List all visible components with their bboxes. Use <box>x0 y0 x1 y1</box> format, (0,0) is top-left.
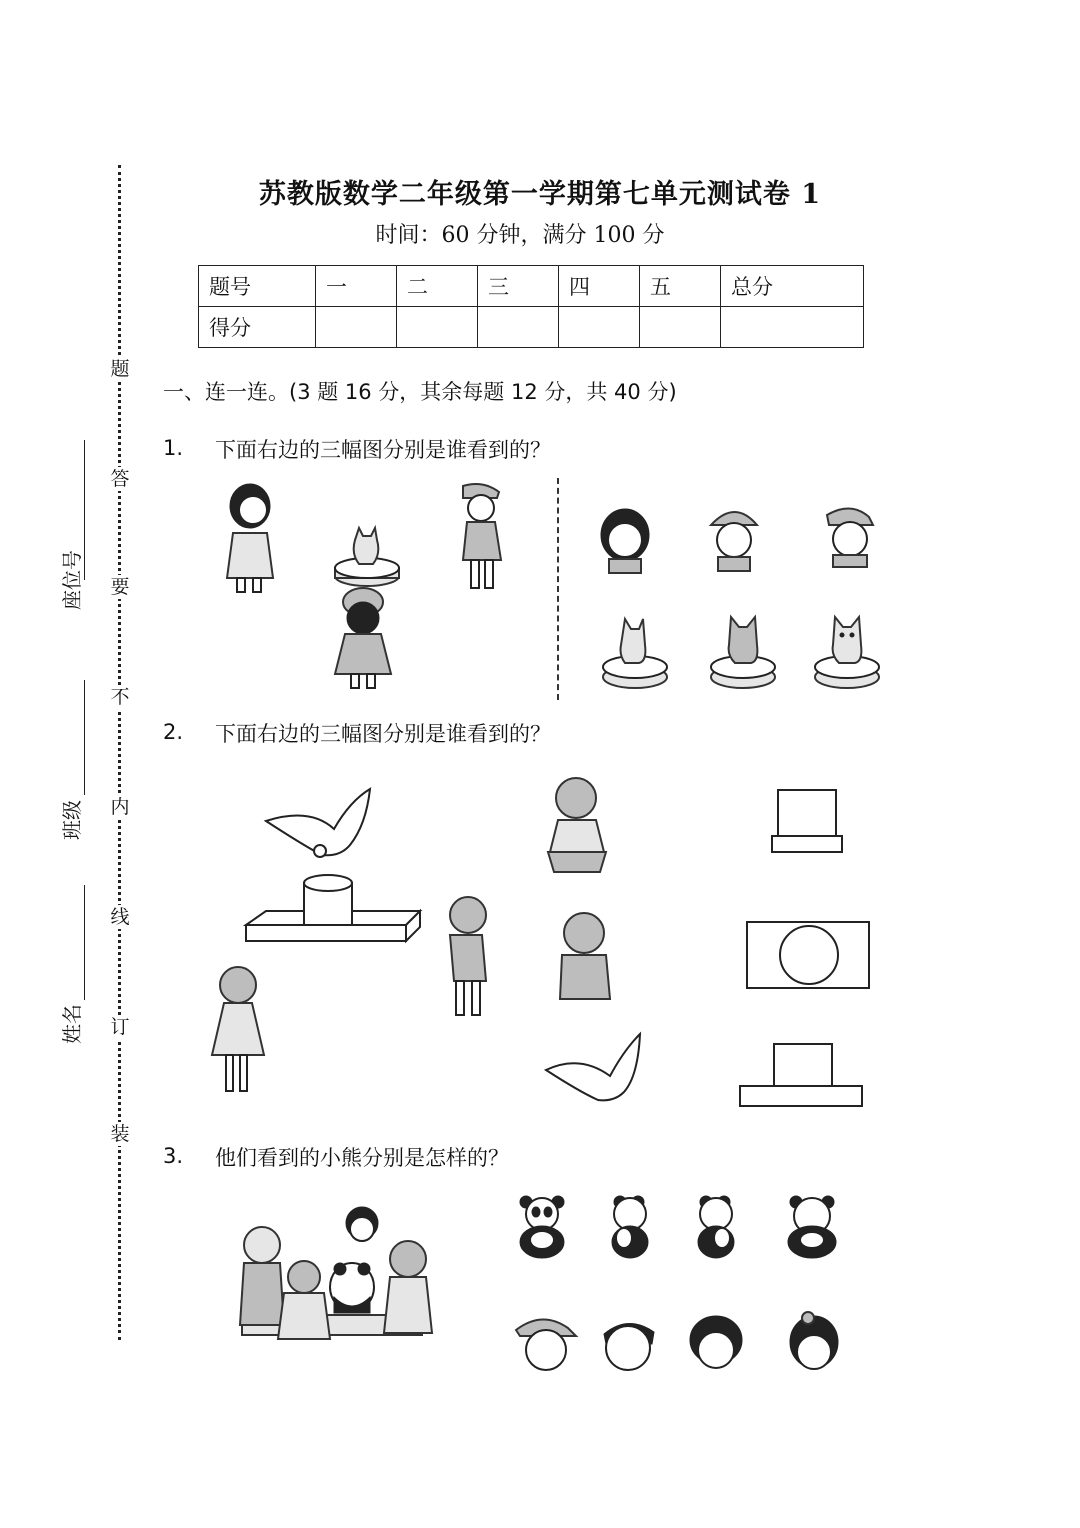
question-number: 3. <box>163 1144 184 1168</box>
score-cell: 题号 <box>199 266 316 307</box>
score-cell: 三 <box>478 266 559 307</box>
q3-bear-front <box>520 1196 564 1258</box>
question-text: 下面右边的三幅图分别是谁看到的？ <box>215 438 551 462</box>
question-text: 他们看到的小熊分别是怎样的？ <box>215 1146 509 1170</box>
q1-cat-front <box>815 617 879 688</box>
q2-girl-back-image <box>540 768 640 883</box>
q1-head-capgirl <box>711 512 757 571</box>
margin-char: 答 <box>110 468 130 490</box>
score-input-cell[interactable] <box>559 307 640 348</box>
margin-char: 内 <box>110 796 130 818</box>
q3-bear-back <box>788 1196 836 1258</box>
margin-char: 要 <box>110 576 130 598</box>
q3-head-boy <box>604 1323 654 1370</box>
class-label: 班级 <box>60 800 84 840</box>
page-subtitle: 时间：60 分钟，满分 100 分 <box>375 223 665 248</box>
q1-scene-illustration <box>205 478 535 698</box>
q3-bear-side1 <box>612 1196 648 1258</box>
score-cell: 一 <box>316 266 397 307</box>
score-table <box>198 265 864 348</box>
score-cell: 五 <box>640 266 721 307</box>
q3-children-with-bear <box>222 1205 442 1343</box>
q1-head-boy <box>827 508 873 567</box>
question-number: 1. <box>163 436 184 460</box>
margin-char: 订 <box>110 1016 130 1038</box>
score-table-header-row <box>199 266 864 307</box>
q1-head-girl <box>601 509 649 573</box>
q1-cat-side <box>603 619 667 688</box>
q3-head-girl-bob <box>690 1316 742 1368</box>
name-label: 姓名 <box>60 1004 84 1044</box>
q2-eagle-image <box>540 1030 670 1120</box>
q3-children-heads <box>512 1310 852 1380</box>
page-title: 苏教版数学二年级第一学期第七单元测试卷 1 <box>258 179 822 210</box>
class-line[interactable] <box>84 680 85 795</box>
margin-char: 线 <box>110 906 130 928</box>
q3-bear-side2 <box>698 1196 734 1258</box>
question-number: 2. <box>163 720 184 744</box>
score-input-cell[interactable] <box>721 307 864 348</box>
score-input-cell[interactable] <box>640 307 721 348</box>
score-table-score-row <box>199 307 864 348</box>
binding-dotted-line <box>118 165 121 1340</box>
seat-number-label: 座位号 <box>60 550 84 610</box>
score-cell: 总分 <box>721 266 864 307</box>
q1-divider <box>557 478 559 700</box>
score-cell: 二 <box>397 266 478 307</box>
q2-scene-illustration <box>210 785 495 1107</box>
section-heading: 一、连一连。(3 题 16 分，其余每题 12 分，共 40 分) <box>163 380 677 404</box>
q2-view-front-block <box>770 788 845 854</box>
q1-view-options <box>595 495 885 695</box>
score-input-cell[interactable] <box>397 307 478 348</box>
q2-boy-back-image <box>540 905 640 1015</box>
q1-cat-back <box>711 617 775 688</box>
q2-view-side-cylinder <box>738 1040 866 1110</box>
name-line[interactable] <box>84 885 85 1000</box>
margin-char: 装 <box>110 1123 130 1145</box>
margin-char: 不 <box>110 686 130 708</box>
question-text: 下面右边的三幅图分别是谁看到的？ <box>215 722 551 746</box>
score-input-cell[interactable] <box>478 307 559 348</box>
margin-char: 题 <box>110 358 130 380</box>
q3-bear-views <box>512 1192 852 1262</box>
q3-head-cap-boy <box>516 1319 576 1370</box>
score-cell: 四 <box>559 266 640 307</box>
score-input-cell[interactable] <box>316 307 397 348</box>
q3-head-girl-bow <box>790 1312 838 1369</box>
q2-view-top-circle <box>745 920 873 992</box>
seat-number-line[interactable] <box>84 440 85 580</box>
score-cell: 得分 <box>199 307 316 348</box>
